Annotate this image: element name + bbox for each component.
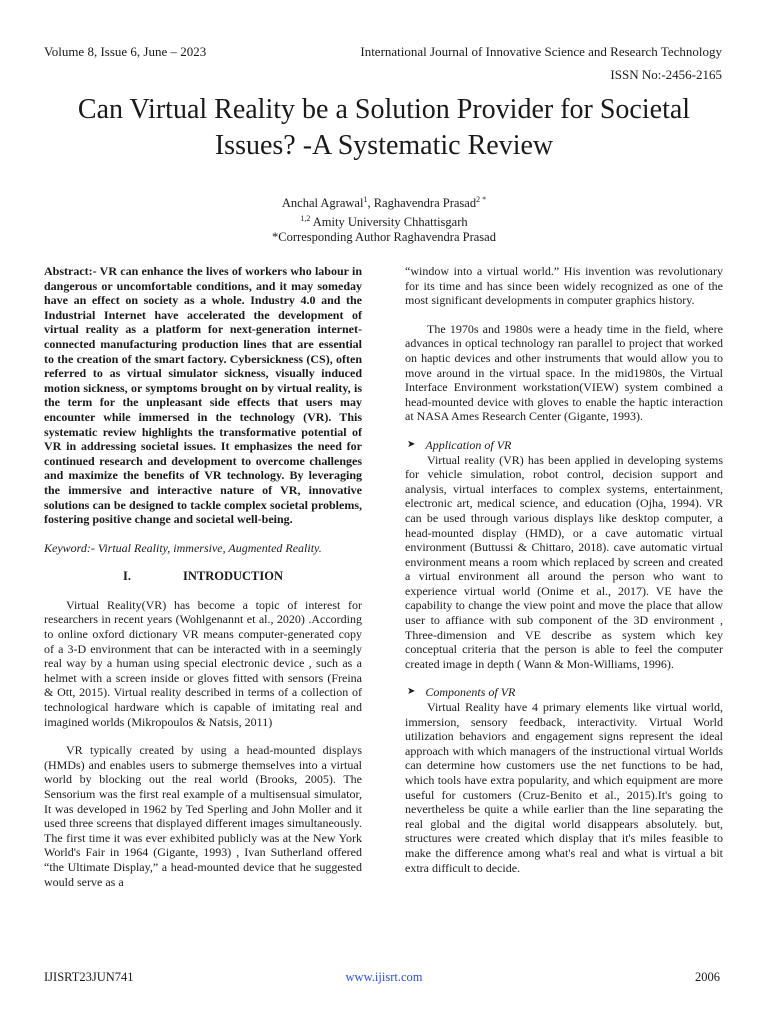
affiliation-name: Amity University Chhattisgarh <box>310 215 468 230</box>
intro-paragraph-2: VR typically created by using a head-mounted displays (HMDs) and enables users to submerge themselves into a virtual world by blocking out the real world (Brooks, 2005). The Sensorium was the first real example of a multisensual simulator, It was developed in 1962 by Ted Sperling and John Moller and it used three screens that displayed different images simultaneously. The first time it was ever exhibited publicly was at the New York World's Fair in 1964 (Gigante, 1993) , Ivan Sutherland offered “the Ultimate Display,” a head-mounted device that he suggested would serve as a <box>44 743 362 889</box>
paper-title: Can Virtual Reality be a Solution Provider for Societal Issues? -A Systematic Review <box>77 94 691 161</box>
author-2-affil: 2 * <box>476 195 487 204</box>
components-paragraph: Virtual Reality have 4 primary elements like virtual world, immersion, sensory feedback, interactivity. Virtual World utilization behaviors and engagement signs represent the ideal approach with which managers of the instructional virtual Worlds can determine how customers use the net functions to be had, which tools have extra popularity, and which equipment are more useful for customers (Cruz-Benito et al., 2015).It's going to nevertheless be quite a while earlier than the line separating the real global and the digital world disappears absolutely. but, structures were created which display that it's miles feasible to make the difference among what's real and what is virtual a bit extra difficult to decide. <box>405 700 723 875</box>
affiliation-marks: 1,2 <box>300 214 311 224</box>
subsection-heading-application <box>405 438 723 453</box>
author-names <box>100 192 668 211</box>
subsection-title-components: Components of VR <box>425 685 516 700</box>
page-number: 2006 <box>695 970 720 984</box>
volume-info: Volume 8, Issue 6, June – 2023 <box>44 44 207 59</box>
author-2: , Raghavendra Prasad <box>367 196 477 211</box>
application-paragraph: Virtual reality (VR) has been applied in developing systems for vehicle simulation, robot control, decision support and analysis, virtual interfaces to complex systems, entertainment, electronic art, medical science, and education (Ojha, 1994). VR can be used through various displays like desktop computer, a head-mounted display (HMD), or a cave automatic virtual environment (Buttussi & Chittaro, 2018). cave automatic virtual environment means a room which replaced by screen and created a virtual environment all around the person who want to experience virtual world (Onime et al., 2017). VE have the capability to change the view point and move the place that allow user to affiance with sub component of the 3D environment , Three-dimension and VE describe as system which key conceptual criteria that the person is able to feel the computer created image in depth ( Wann & Mon-Williams, 1996). <box>405 452 723 671</box>
corresponding-author: *Corresponding Author Raghavendra Prasad <box>272 230 496 245</box>
section-title: INTRODUCTION <box>182 569 283 584</box>
paper-id: IJISRT23JUN741 <box>44 970 134 984</box>
intro-paragraph-1: Virtual Reality(VR) has become a topic of interest for researchers in recent years (Wohlgenannt et al., 2020) .According to online oxford dictionary VR means computer-generated copy of a 3-D environment that can be interacted with in a seemingly real way by a human using special electronic device , such as a helmet with a screen inside or gloves fitted with sensors (Freina & Ott, 2015). Virtual reality described in terms of a collection of technological hardware which is capable of imitating real and imagined worlds (Mikropoulos & Natsis, 2011) <box>44 597 362 729</box>
abstract: Abstract:- VR can enhance the lives of workers who labour in dangerous or uncomfortable conditions, and it may someday have an effect on society as a whole. Industry 4.0 and the Industrial Internet have accelerated the development of virtual reality as a platform for next-generation internet-connected manufacturing production lines that are essential to the creation of the smart factory. Cybersickness (CS), often referred to as virtual simulator sickness, visually induced motion sickness, or symptoms brought on by virtual reality, is the term for the unpleasant side effects that users may encounter while immersed in the technology (VR). This systematic review highlights the transformative potential of VR in addressing societal issues. It emphasizes the need for continued research and development to overcome challenges and maximize the benefits of VR technology. By leveraging the immersive and interactive nature of VR, innovative solutions can be designed to tackle complex societal problems, fostering positive change and societal well-being. <box>44 264 362 527</box>
intro-paragraph-4: The 1970s and 1980s were a heady time in the field, where advances in optical technology ran parallel to project that worked on haptic devices and other instruments that would allow you to move around in the virtual space. In the mid1980s, the Virtual Interface Environment workstation(VIEW) system combined a head-mounted device with gloves to enable the haptic interaction at NASA Ames Research Center (Gigante, 1993). <box>405 321 723 424</box>
right-column <box>405 264 723 889</box>
keywords: Keyword:- Virtual Reality, immersive, Augmented Reality. <box>44 540 322 555</box>
arrowhead-bullet-icon: ➤ <box>407 686 416 698</box>
left-column <box>44 264 362 903</box>
subsection-title-application: Application of VR <box>425 437 512 452</box>
author-1: Anchal Agrawal <box>281 196 364 211</box>
journal-name: International Journal of Innovative Science and Research Technology <box>360 44 722 59</box>
affiliation <box>100 211 668 230</box>
journal-website-link[interactable]: www.ijisrt.com <box>345 970 423 984</box>
arrowhead-bullet-icon: ➤ <box>407 438 416 450</box>
section-heading-introduction <box>44 569 362 584</box>
author-1-affil: 1 <box>363 195 368 204</box>
intro-paragraph-3: “window into a virtual world.” His invention was revolutionary for its time and has since been widely recognized as one of the most significant developments in computer graphics history. <box>405 264 723 308</box>
section-number: I. <box>122 569 131 584</box>
subsection-heading-components <box>405 685 723 700</box>
author-block <box>100 192 668 245</box>
issn: ISSN No:-2456-2165 <box>610 67 722 82</box>
